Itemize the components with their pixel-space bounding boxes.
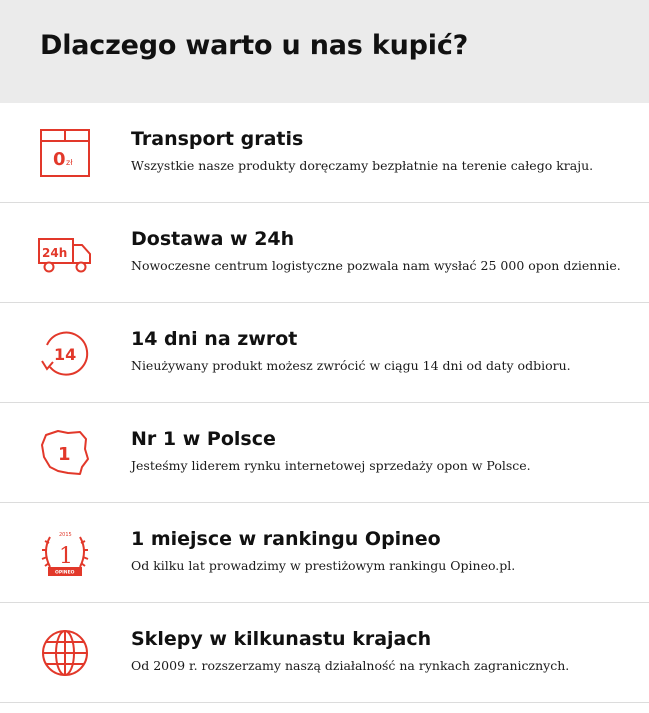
- item-title: Dostawa w 24h: [131, 228, 295, 250]
- list-item: [0, 603, 649, 703]
- item-description: Jesteśmy liderem rynku internetowej sprzedaży opon w Polsce.: [131, 458, 531, 473]
- item-title: Nr 1 w Polsce: [131, 428, 276, 450]
- icon-text: 24h: [42, 246, 68, 260]
- benefits-list: [0, 103, 649, 703]
- icon-text: 1: [59, 544, 73, 569]
- item-title: 1 miejsce w rankingu Opineo: [131, 528, 441, 550]
- icon-subtext: zł: [66, 158, 73, 167]
- list-item: [0, 503, 649, 603]
- icon-text: 1: [58, 444, 71, 465]
- item-description: Od kilku lat prowadzimy w prestiżowym rankingu Opineo.pl.: [131, 558, 516, 573]
- icon-text: 0: [53, 149, 66, 170]
- return-14-icon: [36, 327, 94, 379]
- section-header: [0, 0, 649, 103]
- icon-year: 2015: [59, 532, 72, 538]
- poland-map-icon: [36, 427, 94, 479]
- item-description: Nieużywany produkt możesz zwrócić w ciągu 14 dni od daty odbioru.: [131, 358, 571, 373]
- globe-icon: [36, 627, 94, 679]
- list-item: [0, 403, 649, 503]
- item-title: Transport gratis: [131, 128, 304, 150]
- icon-ribbon: OPINEO: [55, 570, 75, 576]
- list-item: [0, 303, 649, 403]
- item-description: Nowoczesne centrum logistyczne pozwala nam wysłać 25 000 opon dziennie.: [131, 258, 621, 273]
- truck-24h-icon: [36, 227, 94, 279]
- laurel-award-icon: [36, 527, 94, 579]
- list-item: [0, 203, 649, 303]
- icon-text: 14: [54, 345, 77, 364]
- item-description: Wszystkie nasze produkty doręczamy bezpłatnie na terenie całego kraju.: [131, 158, 594, 173]
- box-zero-icon: [36, 127, 94, 179]
- item-description: Od 2009 r. rozszerzamy naszą działalność na rynkach zagranicznych.: [131, 658, 570, 673]
- item-title: 14 dni na zwrot: [131, 328, 298, 350]
- page-title: Dlaczego warto u nas kupić?: [40, 30, 469, 61]
- list-item: [0, 103, 649, 203]
- item-title: Sklepy w kilkunastu krajach: [131, 628, 432, 650]
